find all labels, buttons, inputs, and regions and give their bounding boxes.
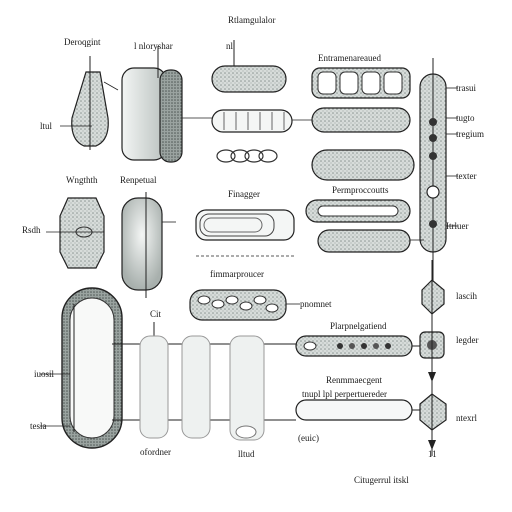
label-ntexrl: ntexrl (456, 413, 477, 423)
label-cit: Cit (150, 309, 162, 319)
square-segment-bar (312, 68, 410, 98)
chain-loops (217, 150, 277, 162)
label-itrluer: Itrluer (446, 221, 469, 231)
label-trasui: trasui (456, 83, 476, 93)
label-rsdh: Rsdh (22, 225, 41, 235)
label-lascih: lascih (456, 291, 477, 301)
label-deoxygant: Deroqgint (64, 37, 101, 47)
diamond-column (420, 260, 446, 456)
large-gray-pill (312, 150, 414, 180)
bean-capsule (190, 290, 300, 320)
label-l-moreshe: l nloryshar (134, 41, 173, 51)
label-finageer: Finagger (228, 189, 260, 199)
label-tesla: tesla (30, 421, 47, 431)
label-wngthth: Wngthth (66, 175, 98, 185)
label-citugerrul-itskl: Citugerrul itskl (354, 475, 409, 485)
label-eleven: 11 (428, 449, 437, 459)
capsule-with-cap (122, 46, 214, 162)
label-ibul: ltul (40, 121, 53, 131)
label-ofordner: ofordner (140, 447, 171, 457)
vertical-ghost-bars (140, 336, 264, 440)
label-renmmaecgent: Renmmaecgent (326, 375, 382, 385)
label-rectangular: Rtlamgulalor (228, 15, 276, 25)
label-tnupl-pepertuereder: tnupl lpl perpertuereder (302, 389, 387, 399)
gray-pill-right (292, 108, 410, 132)
hexagon-cell (46, 198, 104, 268)
stippled-pill-top (212, 40, 286, 92)
stacked-pill (196, 210, 294, 256)
gray-pill-lower (318, 230, 424, 252)
label-legder: legder (456, 335, 479, 345)
large-stadium (40, 288, 122, 448)
striped-pill (306, 200, 410, 222)
rounded-capsule-mid (122, 192, 176, 298)
label-nl: nl (226, 41, 234, 51)
lower-pill-outline (296, 400, 420, 420)
bead-chain-bar (296, 336, 420, 356)
label-fimmarproucer: fimmarproucer (210, 269, 264, 279)
segmented-pill (212, 110, 292, 132)
label-pnomnet: pnomnet (300, 299, 332, 309)
vertical-rod (420, 58, 458, 300)
label-iuosil: iuosil (34, 369, 55, 379)
label-plarpnelgatiend: Plarpnelgatiend (330, 321, 387, 331)
label-tregium: tregium (456, 129, 484, 139)
label-entamenated: Entramenareaued (318, 53, 381, 63)
label-tugto: tugto (456, 113, 475, 123)
label-permproccoucts: Permproccoutts (332, 185, 389, 195)
label-texter: texter (456, 171, 477, 181)
label-euic: (euic) (298, 433, 319, 443)
label-rentpetual: Renpetual (120, 175, 157, 185)
label-llutd: lltud (238, 449, 255, 459)
teardrop-cell (60, 56, 118, 150)
